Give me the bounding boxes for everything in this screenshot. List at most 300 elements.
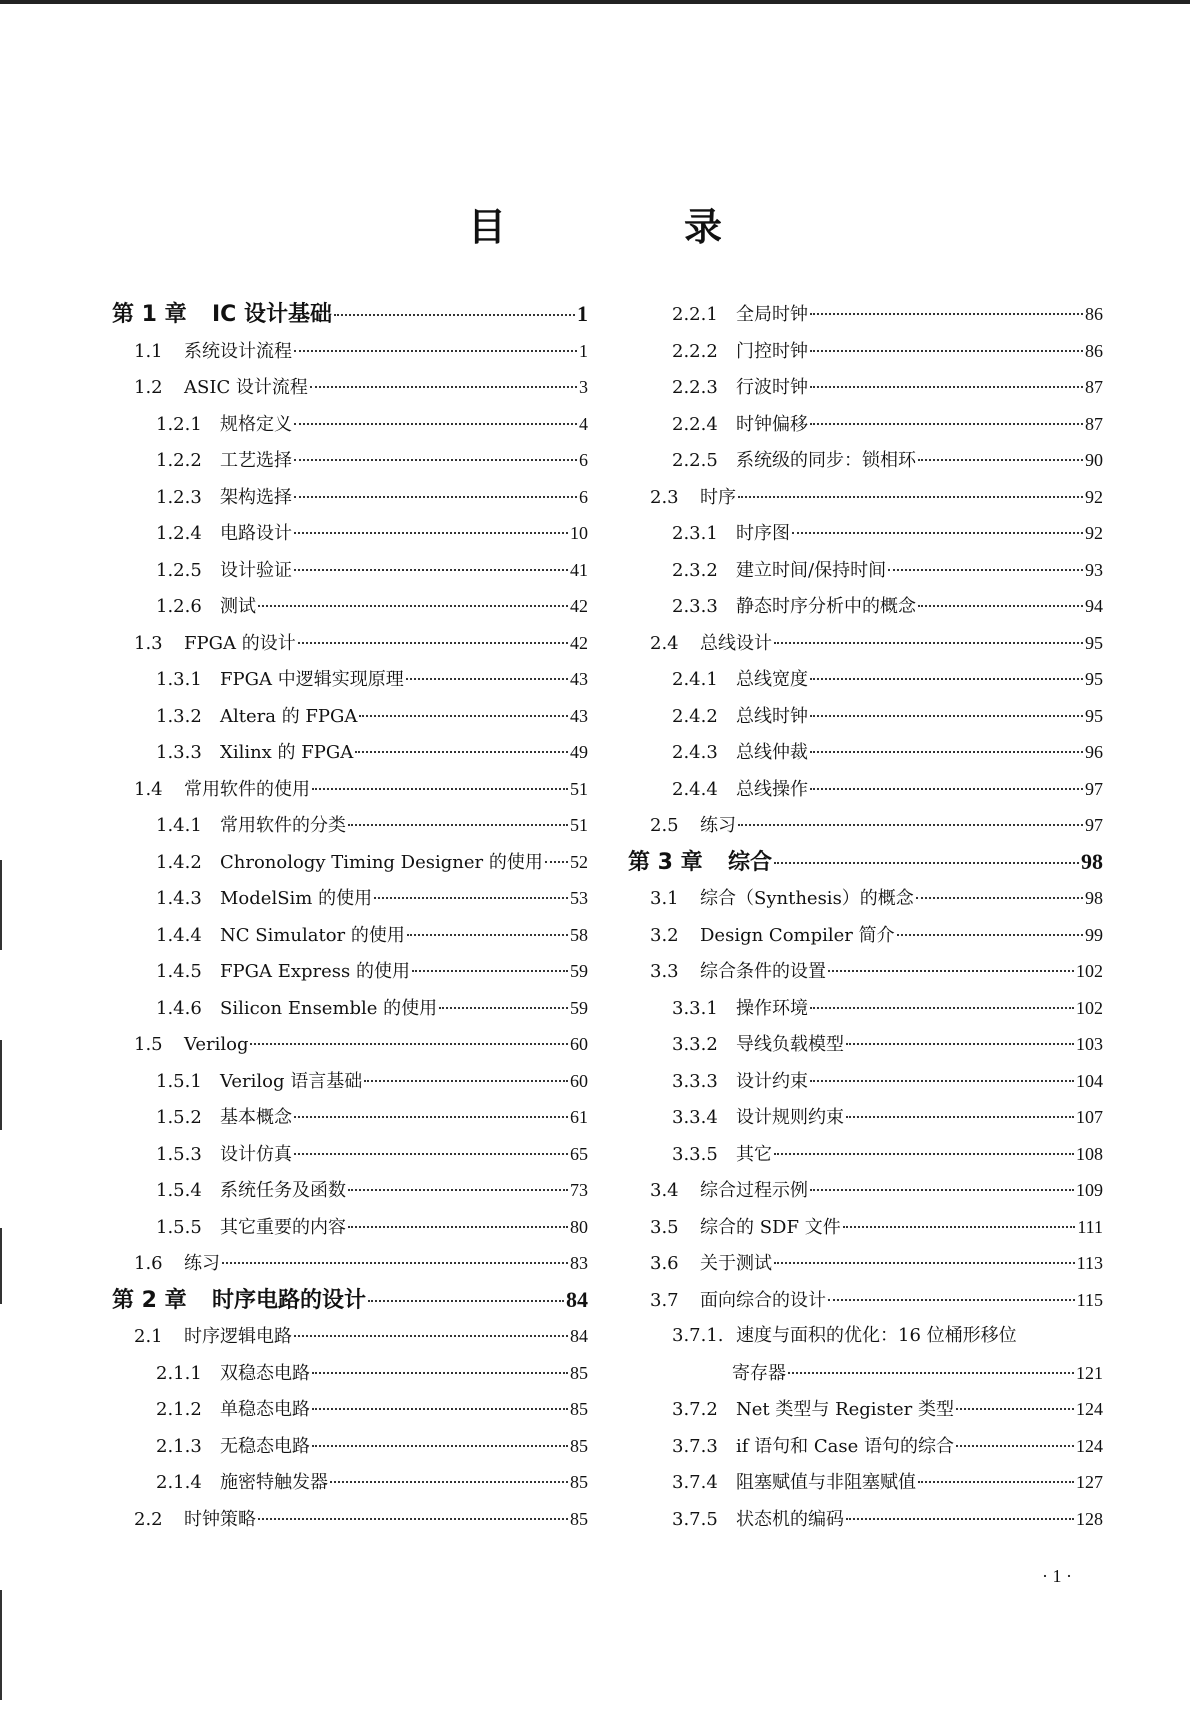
toc-entry-title: 工艺选择 [220,450,292,471]
toc-entry[interactable] [628,917,1103,954]
toc-entry-title: 全局时钟 [736,304,808,325]
toc-entry-title: 架构选择 [220,486,292,508]
toc-entry[interactable] [628,880,1103,917]
toc-entry[interactable] [628,807,1103,844]
dot-leader [846,1116,1074,1118]
toc-entry[interactable] [628,1099,1103,1136]
dot-leader [294,423,577,425]
toc-entry-page: 49 [570,742,588,762]
dot-leader [810,715,1083,717]
toc-entry-page: 95 [1085,705,1103,726]
toc-entry-number: 2.2.3 [672,377,718,398]
toc-entry[interactable] [112,588,588,625]
toc-entry-title: NC Simulator 的使用 [220,924,405,946]
toc-entry-number: 1.4 [134,778,163,800]
toc-entry-number: 2.3.1 [672,523,718,544]
dot-leader [364,1080,568,1082]
toc-entry[interactable] [628,1391,1103,1428]
toc-entry-title: 单稳态电路 [220,1399,310,1420]
toc-entry-title: if 语句和 Case 语句的综合 [736,1435,954,1457]
dot-leader [348,1226,568,1228]
toc-entry-title: 测试 [220,596,256,617]
toc-entry-title: 静态时序分析中的概念 [736,596,916,617]
dot-leader [407,934,568,936]
toc-entry-title: 建立时间/保持时间 [736,559,887,581]
toc-entry-number: 1.4.4 [156,924,202,946]
toc-entry-title: 设计规则约束 [736,1107,844,1128]
toc-entry-title: 设计约束 [736,1070,808,1092]
toc-entry-number: 1.4.1 [156,815,202,836]
toc-entry[interactable] [112,1026,588,1063]
toc-entry[interactable] [112,1209,588,1246]
toc-entry-page: 42 [570,632,588,653]
toc-entry-number: 1.2.4 [156,523,202,544]
toc-entry[interactable] [628,369,1103,406]
dot-leader [359,715,568,717]
toc-entry-number: 1.2.2 [156,450,202,471]
toc-entry-number: 2.4.2 [672,705,718,727]
toc-entry-page: 53 [570,888,588,908]
toc-entry-number: 3.7.4 [672,1472,718,1493]
toc-entry-title: Verilog 语言基础 [220,1070,363,1092]
toc-entry-number: 3.5 [650,1216,679,1238]
dot-leader [294,1116,568,1118]
toc-entry-page: 59 [570,997,588,1018]
toc-entry-title: Verilog [184,1034,249,1055]
toc-entry-page: 60 [570,1070,588,1091]
toc-entry-number: 3.3.2 [672,1034,718,1055]
toc-entry-title: 阻塞赋值与非阻塞赋值 [736,1472,916,1493]
dot-leader [888,569,1083,571]
toc-entry[interactable] [112,552,588,589]
toc-entry-title: 行波时钟 [736,377,808,398]
toc-entry-title: 总线操作 [736,778,808,800]
toc-entry-page: 65 [570,1143,588,1164]
dot-leader [312,1408,568,1410]
toc-entry-number: 2.2.5 [672,450,718,471]
toc-entry-title: 设计仿真 [220,1143,292,1165]
toc-entry-page: 84 [570,1326,588,1346]
toc-entry-title: 时序 [700,486,736,508]
toc-entry-title: Xilinx 的 FPGA [220,742,354,763]
toc-entry-number: 1.2.5 [156,559,202,581]
toc-entry-number: 1.2.6 [156,596,202,617]
dot-leader [348,1189,568,1191]
toc-entry[interactable] [628,479,1103,516]
dot-leader [294,569,568,571]
dot-leader [956,1445,1074,1447]
dot-leader [222,1262,568,1264]
toc-entry[interactable] [628,1355,1103,1392]
toc-entry-number: 1.3.1 [156,669,202,690]
toc-entry[interactable] [628,844,1103,881]
toc-entry-title: 规格定义 [220,413,292,435]
toc-entry[interactable] [112,771,588,808]
toc-entry-title: IC 设计基础 [212,302,332,327]
toc-entry-page: 87 [1085,377,1103,397]
toc-entry-page: 93 [1085,559,1103,580]
toc-entry-page: 92 [1085,486,1103,507]
toc-entry-number: 1.4.6 [156,997,202,1019]
dot-leader [810,1007,1074,1009]
toc-entry[interactable] [628,698,1103,735]
toc-entry[interactable] [112,734,588,771]
toc-entry-title: 综合 [728,849,773,875]
dot-leader [294,496,577,498]
toc-entry-title: 基本概念 [220,1107,292,1128]
toc-entry-page: 85 [570,1508,588,1529]
toc-entry-number: 3.7 [650,1289,679,1311]
toc-entry-number: 1.6 [134,1253,163,1274]
toc-entry[interactable] [628,990,1103,1027]
dot-leader [348,824,568,826]
toc-entry-title: 系统任务及函数 [220,1180,346,1201]
toc-entry-title: 综合（Synthesis）的概念 [700,888,914,909]
toc-entry[interactable] [112,1282,588,1319]
toc-entry-title: 面向综合的设计 [700,1289,826,1311]
toc-entry-title: Altera 的 FPGA [220,705,358,727]
toc-entry-page: 115 [1076,1289,1103,1310]
dot-leader [545,861,568,863]
toc-entry[interactable] [112,625,588,662]
toc-entry-page: 85 [570,1435,588,1456]
toc-entry-page: 107 [1076,1107,1103,1127]
toc-entry[interactable] [112,661,588,698]
toc-entry-title: 总线设计 [700,632,772,654]
toc-entry[interactable] [628,333,1103,370]
dot-leader [294,532,568,534]
toc-entry[interactable] [112,1099,588,1136]
toc-entry-title: 速度与面积的优化：16 位桶形移位 [736,1325,1017,1346]
toc-entry-page: 127 [1076,1472,1103,1492]
toc-entry-number: 1.5.2 [156,1107,202,1128]
toc-entry[interactable] [628,552,1103,589]
toc-entry-number: 1.5.1 [156,1070,202,1092]
toc-entry[interactable] [112,807,588,844]
dot-leader [310,386,577,388]
toc-entry-title: 设计验证 [220,559,292,581]
toc-entry-number: 3.6 [650,1253,679,1274]
toc-entry-number: 2.4 [650,632,679,654]
dot-leader [412,970,568,972]
toc-entry[interactable] [112,1355,588,1392]
dot-leader [810,751,1083,753]
toc-entry-page: 124 [1076,1435,1103,1456]
dot-leader [439,1007,568,1009]
toc-entry-page: 104 [1076,1070,1103,1091]
toc-entry-title: 其它重要的内容 [220,1216,346,1238]
toc-entry-page: 97 [1085,778,1103,799]
toc-entry-number: 1.5.5 [156,1216,202,1238]
dot-leader [810,788,1083,790]
toc-entry[interactable] [112,917,588,954]
toc-entry-title: 常用软件的使用 [184,778,310,800]
toc-entry-title: Design Compiler 简介 [700,924,895,946]
toc-entry-number: 2.1.1 [156,1362,202,1384]
dot-leader [774,1262,1075,1264]
dot-leader [738,496,1083,498]
toc-entry-number: 2.5 [650,815,679,836]
toc-entry-page: 97 [1085,815,1103,835]
toc-entry-page: 61 [570,1107,588,1127]
toc-entry[interactable] [628,1501,1103,1538]
toc-entry-number: 1.4.2 [156,851,202,873]
toc-entry-title: 双稳态电路 [220,1362,310,1384]
toc-entry-number: 3.7.2 [672,1399,718,1420]
toc-entry-page: 51 [570,815,588,835]
toc-entry[interactable] [112,406,588,443]
toc-entry-page: 52 [570,851,588,872]
toc-entry[interactable] [112,953,588,990]
toc-entry[interactable] [628,1026,1103,1063]
toc-entry-number: 2.1.3 [156,1435,202,1457]
dot-leader [792,532,1083,534]
dot-leader [897,934,1083,936]
toc-entry[interactable] [628,661,1103,698]
toc-entry-title: ModelSim 的使用 [220,888,373,909]
toc-entry-title: FPGA 中逻辑实现原理 [220,669,404,690]
toc-entry-number: 2.2.4 [672,413,718,435]
toc-entry-page: 98 [1081,848,1103,874]
toc-entry[interactable] [112,1318,588,1355]
toc-entry-number: 3.1 [650,888,679,909]
toc-entry[interactable] [628,1063,1103,1100]
toc-entry-number: 3.7.5 [672,1508,718,1530]
toc-entry-number: 3.3.3 [672,1070,718,1092]
toc-entry-number: 3.2 [650,924,679,946]
toc-entry[interactable] [112,1464,588,1501]
toc-entry-number: 3.7.3 [672,1435,718,1457]
margin-rule [0,860,2,950]
toc-entry-title: 寄存器 [732,1362,786,1384]
dot-leader [406,678,568,680]
toc-entry[interactable] [628,1282,1103,1319]
dot-leader [843,1226,1076,1228]
dot-leader [258,1518,568,1520]
toc-entry-number: 2.2 [134,1508,163,1530]
toc-entry[interactable] [628,296,1103,333]
toc-entry[interactable] [628,1172,1103,1209]
toc-entry-page: 1 [577,301,588,326]
dot-leader [846,1043,1074,1045]
dot-leader [298,642,568,644]
dot-leader [810,423,1083,425]
toc-entry[interactable] [112,479,588,516]
toc-entry[interactable] [112,1391,588,1428]
dot-leader [918,1481,1074,1483]
toc-entry[interactable] [112,1428,588,1465]
toc-entry-title: Chronology Timing Designer 的使用 [220,851,543,873]
toc-entry-number: 1.5.3 [156,1143,202,1165]
toc-entry-page: 94 [1085,596,1103,616]
dot-leader [916,897,1083,899]
toc-entry-page: 86 [1085,304,1103,324]
toc-entry[interactable] [112,1501,588,1538]
toc-entry-title: 系统级的同步：锁相环 [736,450,916,471]
toc-entry[interactable] [112,296,588,333]
toc-entry[interactable] [112,990,588,1027]
toc-entry-page: 43 [570,705,588,726]
toc-entry-number: 3.7.1. [672,1325,724,1346]
top-rule [0,0,1190,4]
toc-entry-title: 综合条件的设置 [700,961,826,982]
dot-leader [828,970,1074,972]
dot-leader [258,605,568,607]
toc-entry-number: 2.1.4 [156,1472,202,1493]
toc-entry-title: 系统设计流程 [184,340,292,362]
toc-entry-page: 98 [1085,888,1103,908]
toc-entry-page: 6 [579,450,588,470]
toc-entry[interactable] [628,442,1103,479]
dot-leader [355,751,568,753]
dot-leader [828,1299,1075,1301]
toc-entry-page: 4 [579,413,588,434]
toc-entry[interactable] [112,333,588,370]
toc-entry-title: 其它 [736,1143,772,1165]
toc-entry-title: Net 类型与 Register 类型 [736,1399,955,1420]
toc-entry[interactable] [628,1136,1103,1173]
toc-entry[interactable] [112,1063,588,1100]
toc-left-column [112,296,588,1537]
toc-entry[interactable] [112,844,588,881]
toc-entry[interactable] [628,1428,1103,1465]
toc-entry-title: 门控时钟 [736,340,808,362]
toc-entry-number: 第 1 章 [112,302,187,327]
dot-leader [294,1335,568,1337]
dot-leader [294,350,577,352]
toc-entry[interactable] [628,406,1103,443]
toc-entry[interactable] [628,1245,1103,1282]
toc-entry[interactable] [628,515,1103,552]
toc-entry[interactable] [628,1464,1103,1501]
dot-leader [788,1372,1074,1374]
dot-leader [810,350,1083,352]
toc-entry-number: 2.3.2 [672,559,718,581]
toc-entry-number: 3.3 [650,961,679,982]
toc-entry[interactable] [112,1245,588,1282]
toc-entry-title: 施密特触发器 [220,1472,328,1493]
toc-entry-title: 时序图 [736,523,790,544]
dot-leader [250,1043,568,1045]
toc-entry-title: 总线宽度 [736,669,808,690]
toc-entry-title: 时序逻辑电路 [184,1326,292,1347]
toc-entry-number: 3.3.4 [672,1107,718,1128]
toc-entry-title: 电路设计 [220,523,292,544]
dot-leader [312,788,568,790]
toc-entry-number: 3.3.1 [672,997,718,1019]
toc-entry-number: 2.3 [650,486,679,508]
toc-entry-title: 总线时钟 [736,705,808,727]
toc-entry[interactable] [112,1136,588,1173]
toc-entry-title: FPGA 的设计 [184,632,296,654]
dot-leader [810,1189,1074,1191]
toc-entry[interactable] [112,369,588,406]
toc-entry-page: 59 [570,961,588,981]
toc-entry[interactable] [628,625,1103,662]
toc-entry-title: 常用软件的分类 [220,815,346,836]
dot-leader [294,459,577,461]
toc-entry-page: 73 [570,1180,588,1200]
toc-entry-page: 6 [579,486,588,507]
toc-entry-page: 1 [579,340,588,361]
toc-entry[interactable] [112,442,588,479]
margin-rule [0,1590,2,1700]
toc-entry[interactable] [112,880,588,917]
toc-entry-number: 1.5 [134,1034,163,1055]
toc-entry-page: 103 [1076,1034,1103,1054]
toc-entry-page: 90 [1085,450,1103,470]
toc-entry-number: 1.4.5 [156,961,202,982]
toc-entry-number: 2.1.2 [156,1399,202,1420]
page-title: 目 录 [467,205,792,249]
dot-leader [774,1153,1074,1155]
toc-entry-title: 时钟策略 [184,1508,256,1530]
toc-entry-page: 83 [570,1253,588,1273]
toc-entry-number: 1.3.3 [156,742,202,763]
margin-rule [0,1040,2,1130]
toc-entry-title: 关于测试 [700,1253,772,1274]
toc-entry-page: 111 [1077,1216,1103,1237]
toc-entry-title: 时序电路的设计 [212,1287,367,1313]
toc-entry-page: 3 [579,377,588,397]
dot-leader [312,1372,568,1374]
toc-entry-page: 86 [1085,340,1103,361]
toc-entry-page: 41 [570,559,588,580]
toc-right-column [628,296,1103,1537]
toc-entry[interactable] [112,1172,588,1209]
toc-entry-page: 85 [570,1399,588,1419]
toc-entry-page: 84 [566,1286,588,1312]
toc-entry[interactable] [112,698,588,735]
dot-leader [810,313,1083,315]
toc-entry-number: 1.2.3 [156,486,202,508]
toc-entry-number: 1.2 [134,377,163,398]
toc-entry-number: 第 2 章 [112,1287,187,1313]
toc-entry-page: 113 [1076,1253,1103,1273]
dot-leader [956,1408,1074,1410]
toc-entry-page: 80 [570,1216,588,1237]
toc-entry-number: 2.2.1 [672,304,718,325]
toc-entry[interactable] [628,771,1103,808]
toc-entry[interactable] [628,734,1103,771]
toc-entry[interactable] [628,1318,1103,1355]
toc-entry-number: 2.2.2 [672,340,718,362]
toc-entry[interactable] [628,1209,1103,1246]
dot-leader [334,314,575,316]
dot-leader [294,1153,568,1155]
toc-entry-page: 87 [1085,413,1103,434]
toc-entry-number: 1.1 [134,340,163,362]
toc-entry[interactable] [628,953,1103,990]
toc-entry-page: 85 [570,1362,588,1383]
toc-entry-number: 1.4.3 [156,888,202,909]
toc-entry-title: 综合过程示例 [700,1180,808,1201]
toc-entry-page: 58 [570,924,588,945]
toc-entry[interactable] [628,588,1103,625]
toc-entry-title: Silicon Ensemble 的使用 [220,997,438,1019]
toc-entry-page: 95 [1085,632,1103,653]
toc-entry-title: 综合的 SDF 文件 [700,1216,841,1238]
dot-leader [774,642,1083,644]
toc-entry-page: 42 [570,596,588,616]
toc-entry-title: 总线仲裁 [736,742,808,763]
toc-entry[interactable] [112,515,588,552]
dot-leader [810,1080,1074,1082]
toc-entry-number: 2.1 [134,1326,163,1347]
toc-entry-number: 1.3.2 [156,705,202,727]
toc-entry-number: 1.5.4 [156,1180,202,1201]
dot-leader [738,824,1083,826]
